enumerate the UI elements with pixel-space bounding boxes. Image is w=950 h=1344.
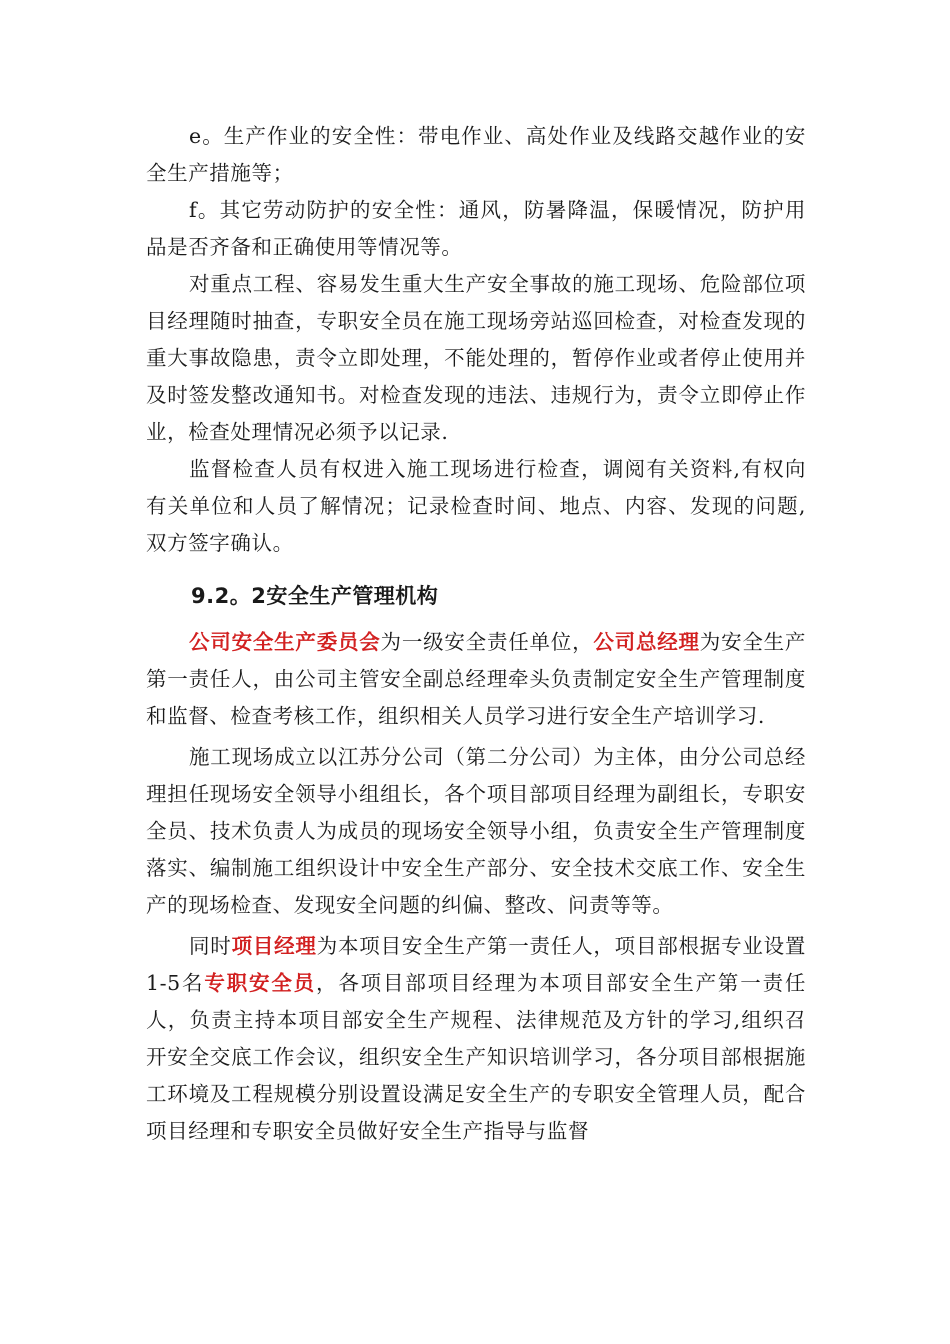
paragraph-safety-committee [146,624,806,735]
paragraph-inspection-key-projects: 对重点工程、容易发生重大生产安全事故的施工现场、危险部位项目经理随时抽查，专职安全员在施工现场旁站巡回检查，对检查发现的重大事故隐患，责令立即处理，不能处理的，暂停作业或者停止使用并及时签发整改通知书。对检查发现的违法、违规行为，责令立即停止作业，检查处理情况必须予以记录. [146,272,806,444]
highlight-general-manager: 公司总经理 [593,630,700,654]
highlight-safety-committee: 公司安全生产委员会 [189,630,381,654]
text-segment: 为本项目安全生产第一责任人，项目部根据专业设置1-5名 [146,934,807,995]
text-segment: ，各项目部项目经理为本项目部安全生产第一责任人，负责主持本项目部安全生产规程、法律规范及方针的学习,组织召开安全交底工作会议，组织安全生产知识培训学习，各分项目部根据施工环境及工程规模分别设置设满足安全生产的专职安全管理人员，配合项目经理和专职安全员做好安全生产指导与监督 [146,971,806,1143]
paragraph-item-e: e。生产作业的安全性：带电作业、高处作业及线路交越作业的安全生产措施等； [146,124,806,185]
text-segment: 为安全生产第一责任人，由公司主管安全副总经理牵头负责制定安全生产管理制度和监督、检查考核工作，组织相关人员学习进行安全生产培训学习. [146,630,807,728]
section-heading: 9.2。2安全生产管理机构 [191,584,439,608]
highlight-project-manager: 项目经理 [231,934,317,958]
highlight-safety-officer: 专职安全员 [204,971,317,995]
document-body [146,118,806,1150]
paragraph-item-f: f。其它劳动防护的安全性：通风，防暑降温，保暖情况，防护用品是否齐备和正确使用等情况等。 [146,198,806,259]
text-segment: 为一级安全责任单位， [380,630,594,654]
paragraph-inspector-rights: 监督检查人员有权进入施工现场进行检查，调阅有关资料,有权向有关单位和人员了解情况；记录检查时间、地点、内容、发现的问题,双方签字确认。 [146,457,806,555]
text-segment: 同时 [189,934,232,958]
paragraph-project-manager [146,928,806,1150]
paragraph-site-leadership-group: 施工现场成立以江苏分公司（第二分公司）为主体，由分公司总经理担任现场安全领导小组组长，各个项目部项目经理为副组长，专职安全员、技术负责人为成员的现场安全领导小组，负责安全生产管理制度落实、编制施工组织设计中安全生产部分、安全技术交底工作、安全生产的现场检查、发现安全问题的纠偏、整改、问责等等。 [146,745,806,917]
